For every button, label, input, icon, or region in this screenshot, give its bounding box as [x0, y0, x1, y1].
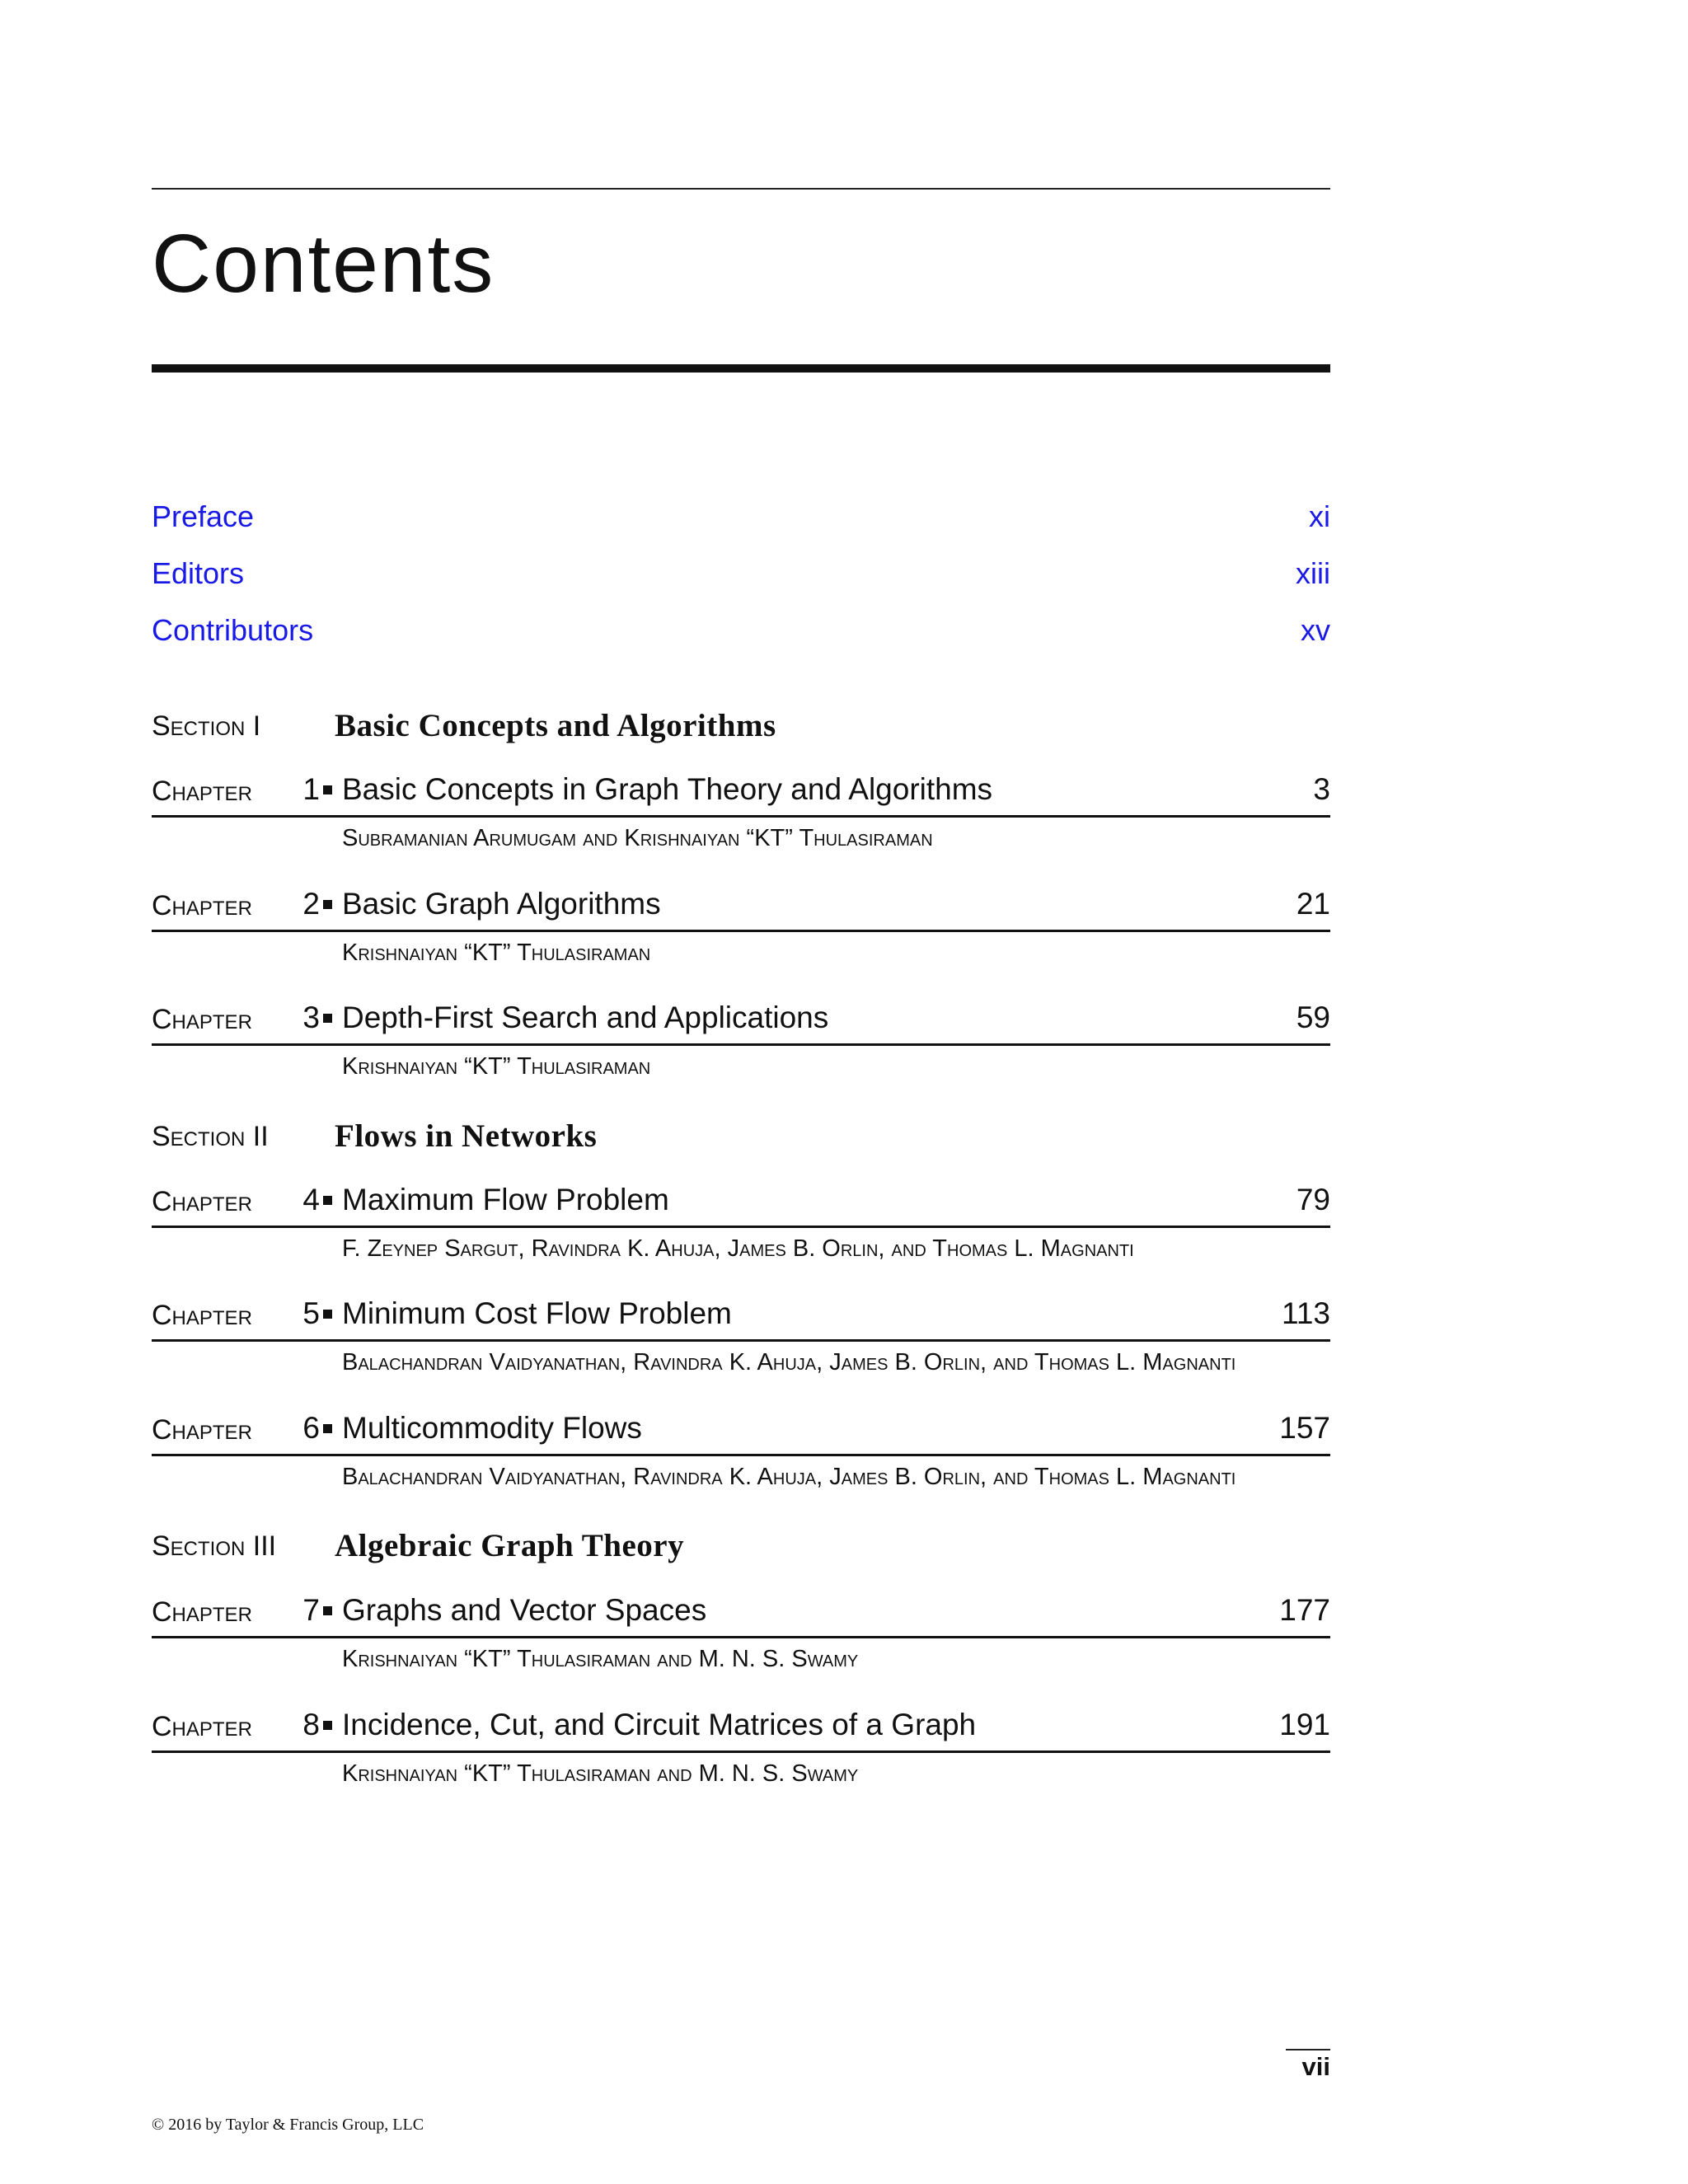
chapter-page[interactable]: 79	[1296, 1183, 1330, 1216]
page-title: Contents	[152, 218, 495, 310]
square-bullet-icon	[323, 1606, 332, 1615]
page-number: vii	[1301, 2052, 1330, 2081]
title-underline	[152, 364, 1330, 373]
top-rule	[152, 188, 1330, 190]
chapter-page[interactable]: 157	[1279, 1411, 1330, 1445]
chapter-authors: Subramanian Arumugam and Krishnaiyan “KT” Thulasiraman	[342, 825, 933, 851]
chapter-rule	[152, 1750, 1330, 1753]
chapter-title[interactable]: Incidence, Cut, and Circuit Matrices of a Graph	[342, 1708, 977, 1741]
chapter-page[interactable]: 113	[1282, 1296, 1330, 1330]
chapter-page[interactable]: 177	[1279, 1593, 1330, 1627]
copyright-notice: © 2016 by Taylor & Francis Group, LLC	[152, 2116, 424, 2134]
toc-link-page[interactable]: xi	[1309, 499, 1330, 533]
square-bullet-icon	[323, 1424, 332, 1433]
chapter-label: Chapter	[152, 1186, 252, 1217]
section-title: Basic Concepts and Algorithms	[335, 708, 776, 743]
chapter-number: 3	[302, 1001, 320, 1034]
section-label: Section II	[152, 1121, 269, 1152]
toc-link-label[interactable]: Editors	[152, 556, 245, 590]
chapter-number: 6	[302, 1411, 320, 1445]
chapter-authors: Krishnaiyan “KT” Thulasiraman and M. N. S. Swamy	[342, 1646, 859, 1672]
chapter-title[interactable]: Basic Concepts in Graph Theory and Algorithms	[342, 772, 993, 806]
chapter-entry-4[interactable]	[152, 1183, 1330, 1272]
chapter-page[interactable]: 3	[1313, 772, 1330, 806]
toc-page	[152, 0, 1330, 2184]
chapter-label: Chapter	[152, 1300, 252, 1331]
square-bullet-icon	[323, 1196, 332, 1205]
chapter-label: Chapter	[152, 1596, 252, 1628]
chapter-rule	[152, 1636, 1330, 1638]
toc-link-label[interactable]: Contributors	[152, 613, 314, 647]
square-bullet-icon	[323, 1014, 332, 1023]
chapter-page[interactable]: 59	[1296, 1001, 1330, 1034]
toc-link-editors[interactable]	[152, 556, 1330, 598]
chapter-authors: Krishnaiyan “KT” Thulasiraman and M. N. S. Swamy	[342, 1760, 859, 1787]
toc-link-page[interactable]: xiii	[1296, 556, 1330, 590]
chapter-number: 8	[302, 1708, 320, 1741]
page-number-rule	[1286, 2049, 1330, 2050]
toc-link-page[interactable]: xv	[1301, 613, 1330, 647]
section-heading-3	[152, 1527, 1330, 1568]
chapter-entry-6[interactable]	[152, 1411, 1330, 1500]
section-label: Section I	[152, 710, 261, 742]
chapter-label: Chapter	[152, 890, 252, 921]
toc-link-contributors[interactable]	[152, 613, 1330, 654]
chapter-title[interactable]: Basic Graph Algorithms	[342, 887, 661, 921]
square-bullet-icon	[323, 1310, 332, 1319]
chapter-entry-8[interactable]	[152, 1708, 1330, 1797]
chapter-title[interactable]: Maximum Flow Problem	[342, 1183, 669, 1216]
chapter-entry-2[interactable]	[152, 887, 1330, 976]
square-bullet-icon	[323, 1721, 332, 1730]
section-label: Section III	[152, 1530, 277, 1562]
toc-link-label[interactable]: Preface	[152, 499, 255, 533]
section-title: Algebraic Graph Theory	[335, 1528, 685, 1563]
chapter-rule	[152, 1043, 1330, 1046]
chapter-number: 4	[302, 1183, 320, 1216]
chapter-page[interactable]: 21	[1296, 887, 1330, 921]
chapter-title[interactable]: Depth-First Search and Applications	[342, 1001, 829, 1034]
chapter-rule	[152, 1226, 1330, 1228]
chapter-title[interactable]: Minimum Cost Flow Problem	[342, 1296, 732, 1330]
chapter-authors: Krishnaiyan “KT” Thulasiraman	[342, 1053, 651, 1080]
chapter-entry-7[interactable]	[152, 1593, 1330, 1682]
section-heading-1	[152, 707, 1330, 748]
chapter-label: Chapter	[152, 1711, 252, 1742]
chapter-title[interactable]: Multicommodity Flows	[342, 1411, 642, 1445]
chapter-number: 2	[302, 887, 320, 921]
chapter-entry-3[interactable]	[152, 1001, 1330, 1090]
chapter-label: Chapter	[152, 1004, 252, 1035]
chapter-label: Chapter	[152, 1414, 252, 1446]
chapter-label: Chapter	[152, 776, 252, 807]
toc-link-preface[interactable]	[152, 499, 1330, 541]
chapter-number: 5	[302, 1296, 320, 1330]
chapter-number: 7	[302, 1593, 320, 1627]
chapter-rule	[152, 930, 1330, 932]
chapter-entry-1[interactable]	[152, 772, 1330, 861]
chapter-authors: F. Zeynep Sargut, Ravindra K. Ahuja, James B. Orlin, and Thomas L. Magnanti	[342, 1235, 1134, 1262]
chapter-title[interactable]: Graphs and Vector Spaces	[342, 1593, 707, 1627]
square-bullet-icon	[323, 785, 332, 794]
chapter-page[interactable]: 191	[1279, 1708, 1330, 1741]
chapter-number: 1	[302, 772, 320, 806]
chapter-rule	[152, 1454, 1330, 1456]
chapter-authors: Krishnaiyan “KT” Thulasiraman	[342, 940, 651, 966]
chapter-authors: Balachandran Vaidyanathan, Ravindra K. Ahuja, James B. Orlin, and Thomas L. Magnanti	[342, 1464, 1236, 1490]
section-title: Flows in Networks	[335, 1118, 598, 1154]
section-heading-2	[152, 1118, 1330, 1159]
chapter-entry-5[interactable]	[152, 1296, 1330, 1385]
chapter-rule	[152, 1339, 1330, 1342]
square-bullet-icon	[323, 900, 332, 909]
chapter-rule	[152, 815, 1330, 818]
chapter-authors: Balachandran Vaidyanathan, Ravindra K. Ahuja, James B. Orlin, and Thomas L. Magnanti	[342, 1349, 1236, 1376]
